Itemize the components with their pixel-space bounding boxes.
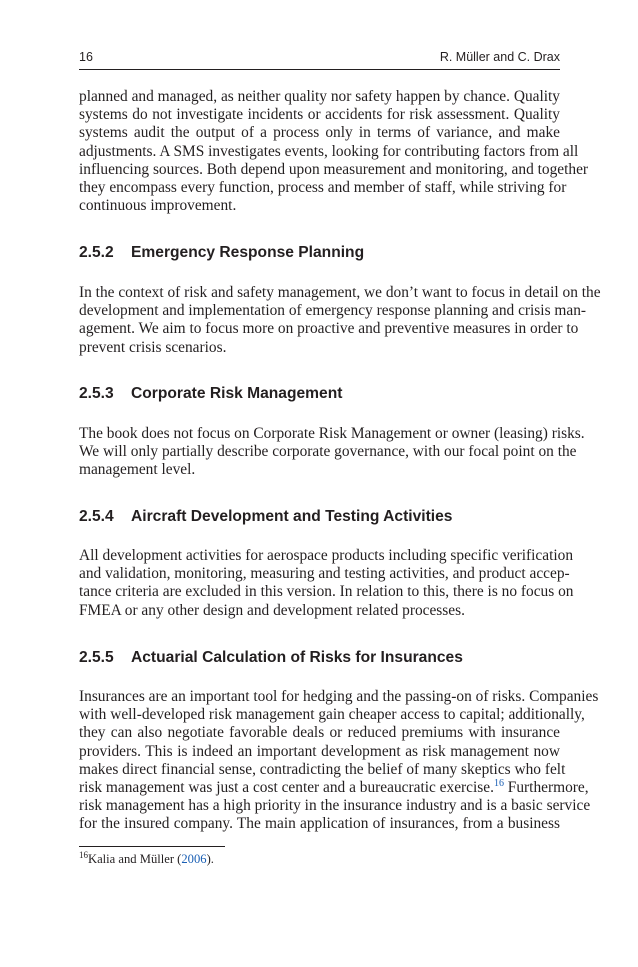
section-heading-2-5-3 bbox=[79, 384, 342, 404]
text-line: influencing sources. Both depend upon measurement and monitoring, and together bbox=[79, 160, 589, 178]
section-2-5-3-paragraph bbox=[79, 425, 585, 480]
section-2-5-5-paragraph bbox=[79, 688, 599, 834]
text-line: Insurances are an important tool for hedging and the passing-on of risks. Companies bbox=[79, 688, 599, 705]
footnote-marker: 16 bbox=[79, 850, 88, 860]
header-rule bbox=[79, 69, 560, 70]
text-line: risk management has a high priority in the insurance industry and is a basic service bbox=[79, 797, 591, 815]
section-number: 2.5.3 bbox=[79, 385, 114, 402]
text-line: makes direct financial sense, contradicting the belief of many skeptics who felt bbox=[79, 760, 566, 778]
citation-year-link[interactable]: 2006 bbox=[181, 852, 207, 866]
footnote bbox=[79, 852, 214, 867]
section-title: Emergency Response Planning bbox=[131, 244, 365, 261]
footnote-reference-link[interactable]: 16 bbox=[493, 778, 504, 790]
text-line: All development activities for aerospace products including specific verification bbox=[79, 547, 574, 564]
text-line: FMEA or any other design and development related processes. bbox=[79, 601, 465, 619]
page-header bbox=[79, 50, 560, 70]
text-line: providers. This is indeed an important development as risk management now bbox=[79, 742, 560, 760]
text-line: prevent crisis scenarios. bbox=[79, 338, 227, 356]
text-line: development and implementation of emergency response planning and crisis man- bbox=[79, 302, 587, 320]
text-line: The book does not focus on Corporate Risk Management or owner (leasing) risks. bbox=[79, 425, 585, 442]
section-heading-2-5-5 bbox=[79, 648, 463, 668]
text-line: continuous improvement. bbox=[79, 197, 237, 215]
text-line: agement. We aim to focus more on proactive and preventive measures in order to bbox=[79, 320, 579, 338]
section-2-5-4-paragraph bbox=[79, 547, 574, 620]
section-number: 2.5.4 bbox=[79, 508, 114, 525]
footnote-text: Kalia and Müller ( bbox=[88, 852, 182, 866]
section-2-5-2-paragraph bbox=[79, 284, 601, 357]
section-number: 2.5.2 bbox=[79, 244, 114, 261]
footnote-rule bbox=[79, 846, 225, 847]
running-head: R. Müller and C. Drax bbox=[439, 50, 560, 64]
text-line: tance criteria are excluded in this version. In relation to this, there is no focus on bbox=[79, 583, 574, 601]
section-title: Actuarial Calculation of Risks for Insurances bbox=[131, 649, 463, 666]
text-line: We will only partially describe corporate governance, with our focal point on the bbox=[79, 443, 577, 461]
intro-paragraph bbox=[79, 88, 589, 215]
text-line: management level. bbox=[79, 461, 196, 479]
text-fragment: Furthermore, bbox=[503, 779, 589, 797]
text-line: planned and managed, as neither quality nor safety happen by chance. Quality bbox=[79, 88, 560, 105]
text-line: adjustments. A SMS investigates events, looking for contributing factors from all bbox=[79, 142, 579, 160]
page-number: 16 bbox=[79, 50, 93, 64]
text-line: they encompass every function, process and member of staff, while striving for bbox=[79, 179, 567, 197]
section-title: Aircraft Development and Testing Activities bbox=[131, 508, 453, 525]
text-line: with well-developed risk management gain cheaper access to capital; additionally, bbox=[79, 706, 585, 724]
text-line: and validation, monitoring, measuring and testing activities, and product accep- bbox=[79, 565, 570, 583]
text-line: In the context of risk and safety management, we don’t want to focus in detail on the bbox=[79, 284, 601, 301]
section-title: Corporate Risk Management bbox=[131, 385, 343, 402]
text-line: systems audit the output of a process only in terms of variance, and make bbox=[79, 124, 560, 142]
section-heading-2-5-4 bbox=[79, 507, 452, 527]
text-line: they can also negotiate favorable deals or reduced premiums with insurance bbox=[79, 724, 560, 742]
text-line-with-footnote bbox=[79, 778, 589, 797]
section-heading-2-5-2 bbox=[79, 243, 364, 263]
text-line: for the insured company. The main application of insurances, from a business bbox=[79, 815, 560, 833]
text-fragment: risk management was just a cost center and a bureaucratic exercise. bbox=[79, 779, 494, 797]
footnote-end: ). bbox=[206, 852, 214, 866]
text-line: systems do not investigate incidents or accidents for risk assessment. Quality bbox=[79, 106, 560, 124]
section-number: 2.5.5 bbox=[79, 649, 114, 666]
